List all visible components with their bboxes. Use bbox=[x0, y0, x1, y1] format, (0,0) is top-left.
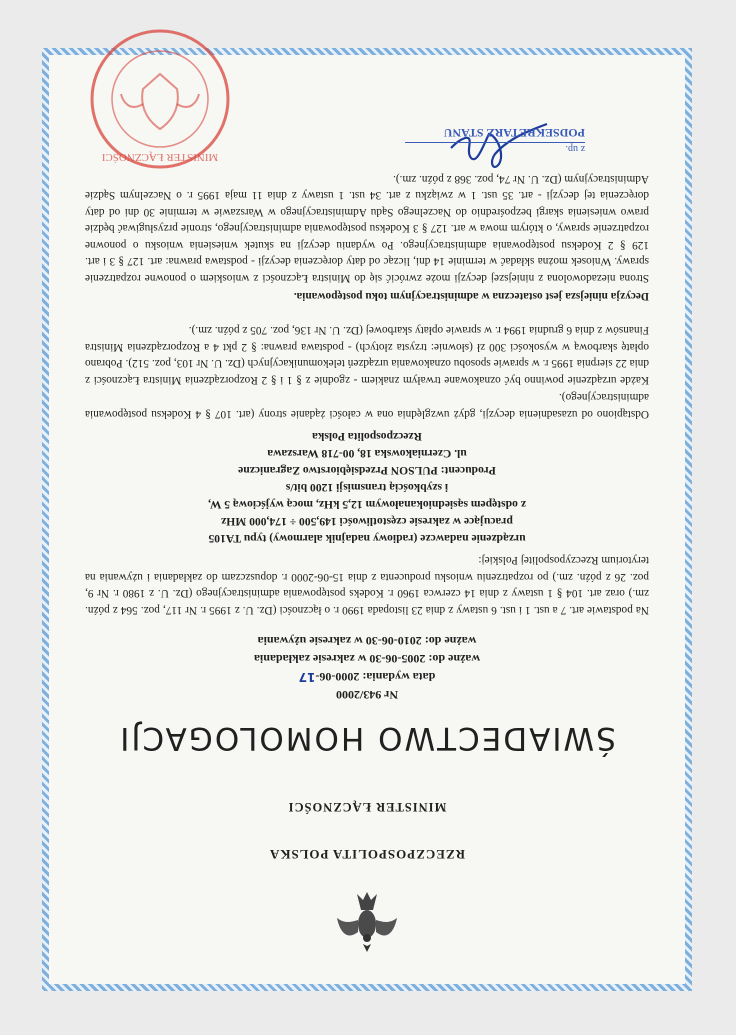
validity-use: ważne do: 2010-06-30 w zakresie używania bbox=[257, 634, 477, 648]
device-line-4: i szybkością transmisji 1200 bit/s bbox=[285, 481, 449, 494]
country-heading: RZECZPOSPOLITA POLSKA bbox=[269, 847, 465, 862]
finality-paragraph: Decyzja niniejsza jest ostateczna w administracyjnym toku postępowania. bbox=[293, 290, 649, 302]
issue-date-label: data wydania: 2000-06- bbox=[315, 670, 436, 684]
issue-date bbox=[79, 669, 655, 684]
stamp-title: PODSEKRETARZ STANU bbox=[405, 125, 585, 143]
stamp-role: z up. bbox=[565, 143, 585, 154]
intro-paragraph: Na podstawie art. 7 a ust. 1 i ust. 6 ustawy z dnia 23 listopada 1990 r. o łączności (Dz. U. z 1995 r. Nr 117, poz. 564 z późn. zm.) oraz art. 104 § 1 ustawy z dnia 14 czerwca 1960 r. Kodeks postępowania administracyjnego (Dz. U. z 1980 r. Nr 9, poz. 26 z późn. zm.) po rozpatrzeniu wniosku producenta z dnia 15-06-2000 r. dopuszczam do zakładania i używania na terytorium Rzeczypospolitej Polskiej: bbox=[85, 554, 649, 616]
ministry-heading: MINISTER ŁĄCZNOŚCI bbox=[287, 800, 447, 814]
producer-line-3: Rzeczpospolita Polska bbox=[312, 430, 422, 443]
marking-paragraph: Każde urządzenie powinno być oznakowane trwałym znakiem - zgodnie z § 1 i § 2 Rozporządzenia Ministra Łączności z dnia 22 sierpnia 1995 r. w sprawie sposobu oznakowania urządzeń telekomunikacyjnych (Dz. U. Nr 103, poz. 512). Pobrano opłatę skarbową w wysokości 300 zł (słownie: trzysta złotych) - podstawa prawna: § 2 pkt 4 a Rozporządzenia Ministra Finansów z dnia 6 grudnia 1994 r. w sprawie opłaty skarbowej (Dz. U. Nr 136, poz. 705 z późn. zm.). bbox=[85, 324, 649, 386]
producer-line-2: ul. Czerniakowska 18, 00-718 Warszawa bbox=[267, 447, 467, 460]
producer-line-1: Producent: PULSON Przedsiębiorstwo Zagraniczne bbox=[238, 464, 496, 477]
device-line-2: pracujące w zakresie częstotliwości 149,500 ÷ 174,000 MHz bbox=[221, 515, 513, 528]
justification-paragraph: Odstąpiono od uzasadnienia decyzji, gdyż uwzględnia ona w całości żądanie strony (art. 107 § 4 Kodeksu postępowania administracyjnego). bbox=[85, 391, 649, 420]
official-stamp bbox=[405, 125, 585, 154]
certificate-number: Nr 943/2000 bbox=[335, 688, 399, 702]
page-border bbox=[42, 48, 692, 991]
certificate-title: ŚWIADECTWO HOMOLOGACJI bbox=[118, 720, 616, 756]
ministry-seal bbox=[85, 24, 235, 174]
appeal-paragraph: Strona niezadowolona z niniejszej decyzji może zwrócić się do Ministra Łączności z wnioskiem o ponowne rozpatrzenie sprawy. Wniosek można składać w terminie 14 dni, licząc od daty doręczenia decyzji - podstawa prawna: art. 127 § 3 i art. 129 § 2 Kodeksu postępowania administracyjnego. Po wydaniu decyzji na skutek wniesienia wniosku o ponowne rozpatrzenie sprawy, o którym mowa w art. 127 § 3 Kodeksu postępowania administracyjnego, stronie przysługiwać będzie prawo wniesienia skargi bezpośrednio do Naczelnego Sądu Administracyjnego w Warszawie w terminie 30 dni od daty doręczenia tej decyzji - art. 35 ust. 1 w związku z art. 34 ust. 1 ustawy z dnia 11 maja 1995 r. o Naczelnym Sądzie Administracyjnym (Dz. U. Nr 74, poz. 368 z późn. zm.). bbox=[85, 173, 649, 284]
document-content bbox=[79, 85, 655, 954]
validity-installation: ważne do: 2005-06-30 w zakresie zakładania bbox=[253, 652, 481, 666]
eagle-emblem bbox=[331, 886, 403, 958]
device-line-3: z odstępem sąsiedniokanałowym 12,5 kHz, mocą wyjściową 5 W, bbox=[208, 498, 526, 511]
device-line-1: urządzenie nadawcze (radiowy nadajnik alarmowy) typu TA105 bbox=[208, 532, 526, 545]
issue-day-handwritten: 17 bbox=[298, 670, 316, 684]
seal-text: MINISTER ŁĄCZNOŚCI bbox=[101, 151, 219, 163]
